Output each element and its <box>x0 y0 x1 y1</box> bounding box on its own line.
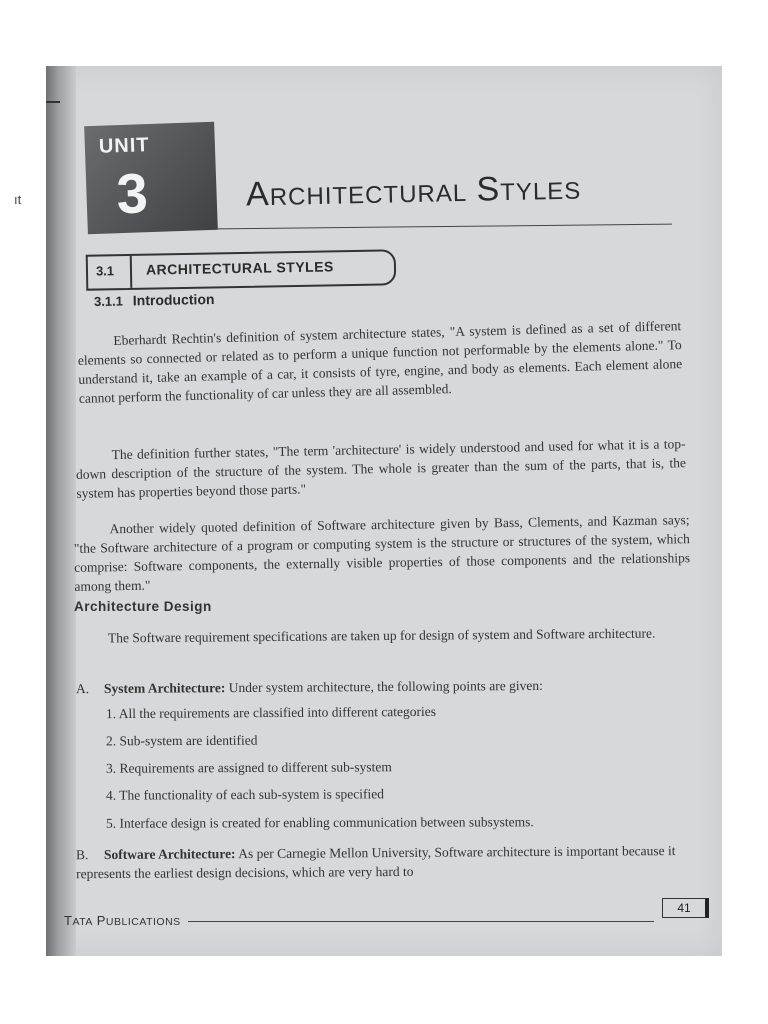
footer-rule <box>188 921 654 922</box>
footer-publisher <box>64 913 181 928</box>
subsection-title: Introduction <box>132 290 215 309</box>
paragraph-2: The definition further states, "The term 'architecture' is widely understood and used for what it is a top-down description of the structure of the system. The whole is greater than the sum of the parts, that is, the system has properties beyond those parts." <box>75 436 687 501</box>
chapter-title-text: ARCHITECTURAL STYLES <box>245 170 582 214</box>
numbered-item-2: 2. Sub-system are identified <box>105 732 258 749</box>
item-b-bold: Software Architecture: <box>103 846 236 863</box>
book-spine <box>46 66 76 956</box>
numbered-item-5: 5. Interface design is created for enabling communication between subsystems. <box>105 814 534 831</box>
paragraph-3: Another widely quoted definition of Software architecture given by Bass, Clements, and Kazman says; "the Software architecture of a program or computing system is the structure or structures of the system, which comprise: Software components, the externally visible properties of those components and the relationships among them." <box>73 512 691 594</box>
item-b-label: B. <box>75 847 89 863</box>
unit-badge <box>84 122 218 234</box>
item-a-label: A. <box>75 681 90 697</box>
subsection-number: 3.1.1 <box>93 293 124 310</box>
section-divider <box>130 256 133 288</box>
edge-text-fragment: ıt <box>14 192 22 207</box>
chapter-title <box>246 168 582 214</box>
background-left <box>0 0 46 1024</box>
numbered-item-4: 4. The functionality of each sub-system is specified <box>105 786 384 803</box>
unit-number: 3 <box>115 161 149 226</box>
subsection-heading <box>94 291 215 309</box>
section-header <box>86 249 397 290</box>
item-a-text: Under system architecture, the following points are given: <box>225 677 543 696</box>
item-b <box>76 841 712 883</box>
design-intro: The Software requirement specifications are taken up for design of system and Software architecture. <box>107 625 656 646</box>
architecture-design-heading: Architecture Design <box>74 599 212 614</box>
item-b-text: As per Carnegie Mellon University, Software architecture is important because it represents the earliest design decisions, which are very hard to <box>76 843 676 882</box>
footer-publisher-text: TATA PUBLICATIONS <box>64 913 181 928</box>
paragraph-1: Eberhardt Rechtin's definition of system architecture states, "A system is defined as a set of different elements so connected or related as to perform a unique function not performable by the elements alone." To understand it, take an example of a car, it consists of tyre, engine, and body as elements. Each element alone cannot perform the functionality of car unless they are all assembled. <box>77 318 683 406</box>
unit-label: UNIT <box>98 134 150 158</box>
item-a-bold: System Architecture: <box>103 680 226 696</box>
numbered-item-3: 3. Requirements are assigned to different sub-system <box>105 759 392 776</box>
numbered-item-1: 1. All the requirements are classified into different categories <box>105 703 437 722</box>
spine-mark <box>46 101 60 103</box>
section-number: 3.1 <box>95 263 115 279</box>
page-number: 41 <box>662 898 709 918</box>
section-title: ARCHITECTURAL STYLES <box>145 258 334 278</box>
